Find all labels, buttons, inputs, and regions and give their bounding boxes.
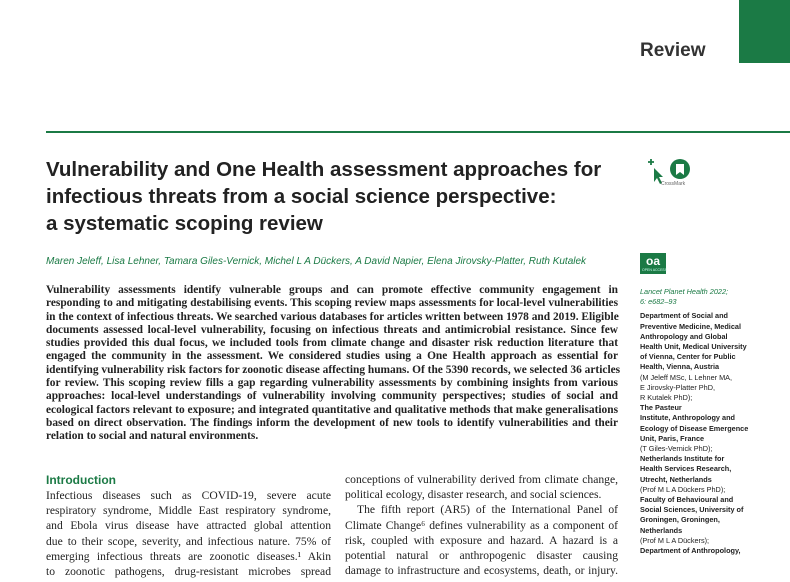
body-line: emerging infectious threats are zoonotic diseases.¹ Akin <box>46 549 331 563</box>
body-line: risk, coupled with exposure and hazard. A hazard is a <box>345 533 618 547</box>
affiliation-line: Health, Vienna, Austria <box>640 362 720 372</box>
body-line: conceptions of vulnerability derived from climate change, <box>345 473 618 486</box>
body-line: Infectious diseases such as COVID-19, severe acute <box>46 489 331 502</box>
abstract-line: engaged the community in the assessment. We considered studies using a One Health approach as essential for <box>46 350 618 363</box>
abstract-line: studies provided this dual focus, we included tools from climate change and disaster risk reduction literature that <box>46 337 618 350</box>
affiliation-line: Faculty of Behavioural and <box>640 495 734 505</box>
body-line: to zoonotic pathogens, drug-resistant microbes spread <box>46 565 331 579</box>
affiliation-list <box>640 311 762 556</box>
affiliation-line: (T Giles-Vernick PhD); <box>640 444 713 454</box>
affiliation-line: Netherlands <box>640 525 683 535</box>
abstract <box>46 284 621 444</box>
title-line: infectious threats from a social science perspective: <box>46 185 557 208</box>
affiliation-line: Social Sciences, University of <box>640 505 744 515</box>
affiliation-line: of Vienna, Center for Public <box>640 352 736 362</box>
body-line: potential natural or anthropogenic disaster causing <box>345 549 618 563</box>
author-list: Maren Jeleff, Lisa Lehner, Tamara Giles-Vernick, Michel L A Dückers, A David Napier, Elena Jirovsky-Platter, Ruth Kutalek <box>46 256 587 267</box>
introduction-heading: Introduction <box>46 473 116 487</box>
affiliation-line: Department of Social and <box>640 311 728 321</box>
abstract-line: Vulnerability assessments identify vulnerable groups and can promote effective community engagement in <box>46 284 618 296</box>
journal-color-tab <box>739 0 790 63</box>
affiliation-line: Groningen, Groningen, <box>640 515 720 525</box>
header-rule <box>46 131 790 133</box>
affiliation-line: Health Services Research, <box>640 464 732 474</box>
affiliation-line: Netherlands Institute for <box>640 454 725 464</box>
body-line: damage to infrastructure and ecosystems, death, or injury. <box>345 564 618 578</box>
abstract-line: identifying vulnerability risk factors for zoonotic disease affecting humans. Of the 5390 records, we selected 36 articles <box>46 363 621 376</box>
abstract-line: documents assessed local-level vulnerability, focusing on infectious threats and antimicrobial resistance. Since few <box>46 323 618 336</box>
affiliation-line: (Prof M L A Dückers); <box>640 535 710 545</box>
open-access-badge: oa <box>640 253 666 274</box>
open-access-label: OPEN ACCESS <box>642 268 668 272</box>
affiliation-line: Unit, Paris, France <box>640 433 705 443</box>
affiliation-line: Health Unit, Medical University <box>640 342 747 352</box>
affiliation-line: E Jirovsky-Platter PhD, <box>640 382 716 392</box>
affiliation-line: Preventive Medicine, Medical <box>640 321 741 331</box>
body-line: due to their scope, severity, and infectious nature. 75% of <box>46 534 331 548</box>
body-line: The fifth report (AR5) of the International Panel of <box>357 503 618 517</box>
affiliation-line: R Kutalek PhD); The Pasteur <box>640 393 693 413</box>
citation-line: Lancet Planet Health 2022; <box>640 287 729 296</box>
abstract-line: in the context of infectious threats. We searched various databases for articles written between 1978 and 2019. Eligible <box>46 310 619 323</box>
body-line: political ecology, disaster research, and social sciences. <box>345 488 602 502</box>
body-column-right <box>345 472 618 578</box>
citation-line: 6: e682–93 <box>640 297 677 307</box>
body-line: and Ebola virus disease have attracted global attention <box>46 519 331 533</box>
abstract-line: responding to and mitigating destabilising events. This scoping review maps assessments for local-level vulnerabilities <box>46 297 618 310</box>
affiliation-line: Utrecht, Netherlands <box>640 474 712 484</box>
crossmark-label: CrossMark <box>661 181 686 187</box>
affiliation-line: Anthropology and Global <box>640 331 728 341</box>
affiliation-line: (M Jeleff MSc, L Lehner MA, <box>640 372 733 382</box>
abstract-line: relation to social and natural environments. <box>46 430 259 443</box>
body-line: respiratory syndrome, Middle East respiratory syndrome, <box>46 504 331 518</box>
title-line: a systematic scoping review <box>46 212 323 235</box>
abstract-line: for review. This scoping review fills a gap regarding vulnerability assessments by combining insights from various <box>46 377 618 390</box>
affiliation-line: Department of Anthropology, <box>640 546 741 556</box>
body-line: Climate Change⁶ defines vulnerability as a component of <box>345 518 618 532</box>
sidebar-affiliations <box>640 287 762 556</box>
section-label: Review <box>640 40 706 61</box>
article-title <box>46 156 616 237</box>
abstract-line: ecological factors relevant to exposure; and integrated quantitative and qualitative methods that make generalisations <box>46 403 618 416</box>
abstract-line: based on direct observation. The findings inform the development of new tools to identify vulnerabilities and their <box>46 416 618 429</box>
abstract-line: approaches: local-level understandings of vulnerability involving community perspectives; studies of social and <box>46 390 618 403</box>
affiliation-line: Institute, Anthropology and <box>640 413 735 423</box>
title-line: Vulnerability and One Health assessment approaches for <box>46 158 602 181</box>
affiliation-line: (Prof M L A Dückers PhD); <box>640 484 726 494</box>
affiliation-line: Ecology of Disease Emergence <box>640 423 749 433</box>
body-column-left <box>46 488 331 579</box>
